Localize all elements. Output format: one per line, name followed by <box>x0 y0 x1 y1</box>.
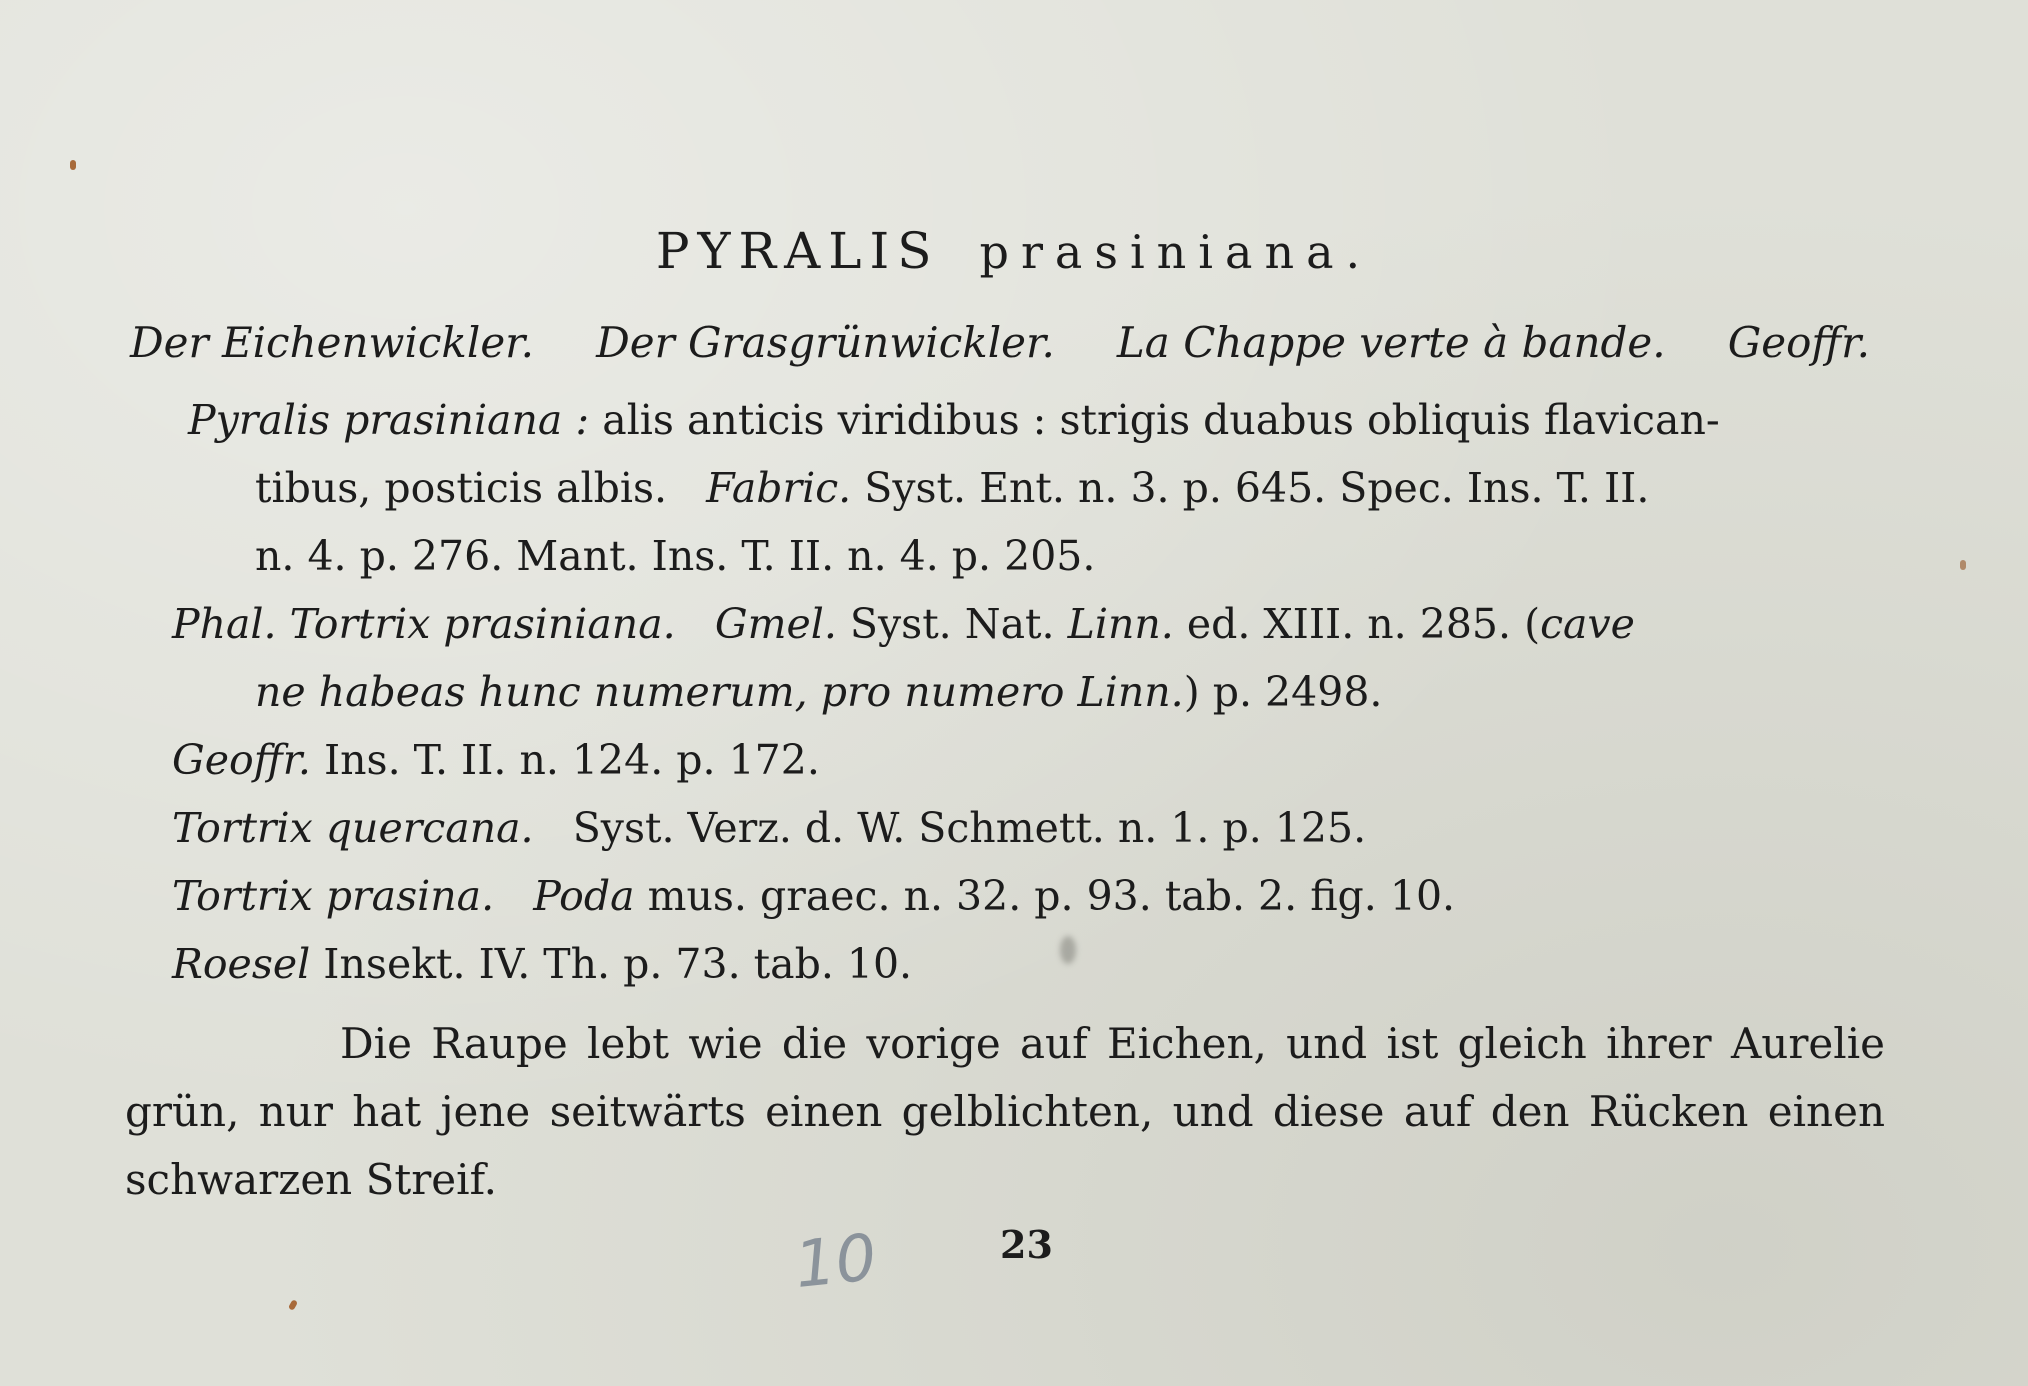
ref-quercana-name: Tortrix quercana. <box>172 804 534 852</box>
common-name-german-1: Der Eichenwickler. <box>130 318 534 367</box>
ref-gmel-cave: cave <box>1540 600 1635 648</box>
common-names-line <box>130 318 1870 367</box>
ref-geoffr-author: Geoffr. <box>172 736 311 784</box>
ref-prasina-name: Tortrix prasina. <box>172 872 495 920</box>
common-name-french: La Chappe verte à bande. <box>1116 318 1666 367</box>
page-title <box>0 222 2028 280</box>
ref-roesel-author: Roesel <box>172 940 311 988</box>
ref-gmel-linn: Linn. <box>1067 600 1174 648</box>
ref-fabric-line-2 <box>255 464 1650 512</box>
ref-gmel-line-2 <box>255 668 1383 716</box>
paper-speck <box>288 1299 298 1311</box>
common-name-author: Geoffr. <box>1727 318 1870 367</box>
ref-geoffr-citation: Ins. T. II. n. 124. p. 172. <box>323 736 820 784</box>
ref-quercana-citation: Syst. Verz. d. W. Schmett. n. 1. p. 125. <box>572 804 1367 852</box>
title-genus: PYRALIS <box>655 222 940 280</box>
description-paragraph: Die Raupe lebt wie die vorige auf Eichen, und ist gleich ihrer Aurelie grün, nur hat jene seitwärts einen gelblichten, und diese auf den Rücken einen schwarzen Streif. <box>125 1019 1885 1204</box>
ref-prasina-author: Poda <box>533 872 635 920</box>
paper-speck <box>1960 560 1966 570</box>
ref-roesel-citation: Insekt. IV. Th. p. 73. tab. 10. <box>323 940 913 988</box>
common-name-german-2: Der Grasgrünwickler. <box>596 318 1055 367</box>
title-species: prasiniana. <box>979 225 1373 279</box>
ref-gmel-work: Syst. Nat. <box>849 600 1055 648</box>
ref-geoffr-line <box>172 736 820 784</box>
ref-fabric-citation: Syst. Ent. n. 3. p. 645. Spec. Ins. T. II. <box>864 464 1650 512</box>
ref-fabric-author: Fabric. <box>706 464 852 512</box>
ref-gmel-line-1 <box>172 600 1635 648</box>
ref-fabric-citation-cont: n. 4. p. 276. Mant. Ins. T. II. n. 4. p. 205. <box>255 532 1096 580</box>
ref-gmel-note: ne habeas hunc numerum, pro numero Linn. <box>255 668 1184 716</box>
ref-gmel-edition: ed. XIII. n. 285. ( <box>1186 600 1541 648</box>
ref-fabric-name: Pyralis prasiniana : <box>188 396 590 444</box>
ref-prasina-citation: mus. graec. n. 32. p. 93. tab. 2. fig. 10. <box>647 872 1456 920</box>
paper-speck <box>70 160 76 170</box>
page-number: 23 <box>1000 1222 1053 1267</box>
paper-stain <box>1060 936 1076 964</box>
ref-roesel-line <box>172 940 913 988</box>
ref-fabric-description-end: tibus, posticis albis. <box>255 464 668 512</box>
ref-prasina-line <box>172 872 1456 920</box>
ref-fabric-description: alis anticis viridibus : strigis duabus obliquis flavican- <box>602 396 1720 444</box>
ref-fabric-line-3 <box>255 532 1096 580</box>
ref-quercana-line <box>172 804 1367 852</box>
ref-gmel-name: Phal. Tortrix prasiniana. <box>172 600 676 648</box>
ref-gmel-author: Gmel. <box>714 600 837 648</box>
ref-gmel-page: ) p. 2498. <box>1183 668 1383 716</box>
pencil-annotation: 10 <box>791 1220 881 1304</box>
ref-fabric-line-1 <box>188 396 1720 444</box>
